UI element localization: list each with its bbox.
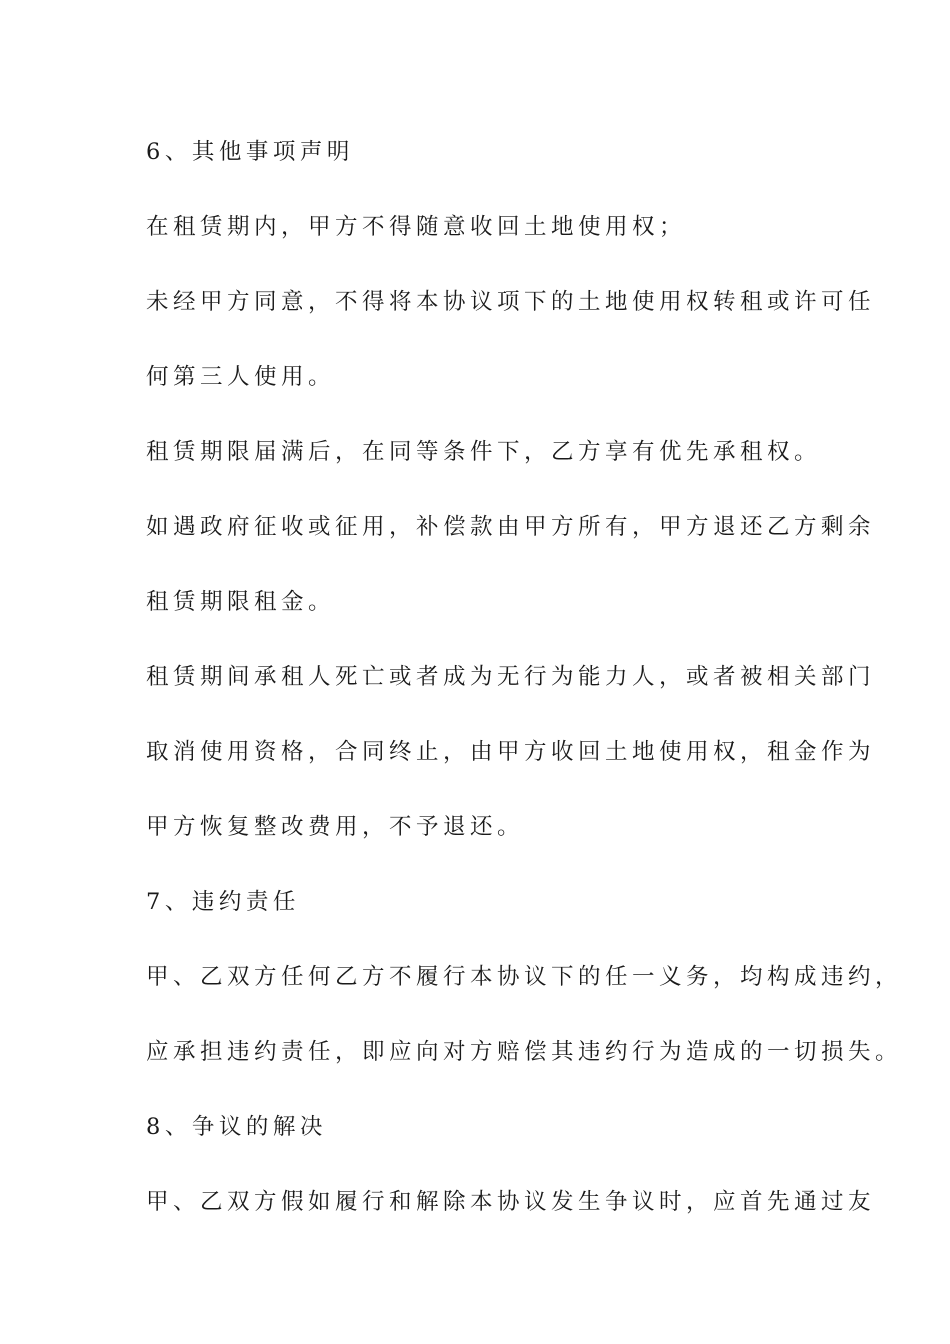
paragraph-line: 甲、乙双方假如履行和解除本协议发生争议时，应首先通过友 bbox=[146, 1189, 876, 1215]
paragraph-line: 取消使用资格，合同终止，由甲方收回土地使用权，租金作为 bbox=[146, 739, 876, 765]
section-heading-6: 6、其他事项声明 bbox=[146, 139, 354, 165]
section-heading-8: 8、争议的解决 bbox=[146, 1114, 327, 1140]
paragraph-line: 甲、乙双方任何乙方不履行本协议下的任一义务，均构成违约， bbox=[146, 964, 903, 990]
paragraph-line: 在租赁期内，甲方不得随意收回土地使用权； bbox=[146, 214, 687, 240]
paragraph-line: 何第三人使用。 bbox=[146, 364, 336, 390]
paragraph-line: 租赁期间承租人死亡或者成为无行为能力人，或者被相关部门 bbox=[146, 664, 876, 690]
paragraph-line: 租赁期限届满后，在同等条件下，乙方享有优先承租权。 bbox=[146, 439, 822, 465]
paragraph-line: 未经甲方同意，不得将本协议项下的土地使用权转租或许可任 bbox=[146, 289, 876, 315]
paragraph-line: 甲方恢复整改费用，不予退还。 bbox=[146, 814, 525, 840]
paragraph-line: 租赁期限租金。 bbox=[146, 589, 336, 615]
paragraph-line: 应承担违约责任，即应向对方赔偿其违约行为造成的一切损失。 bbox=[146, 1039, 903, 1065]
paragraph-line: 如遇政府征收或征用，补偿款由甲方所有，甲方退还乙方剩余 bbox=[146, 514, 876, 540]
section-heading-7: 7、违约责任 bbox=[146, 889, 300, 915]
